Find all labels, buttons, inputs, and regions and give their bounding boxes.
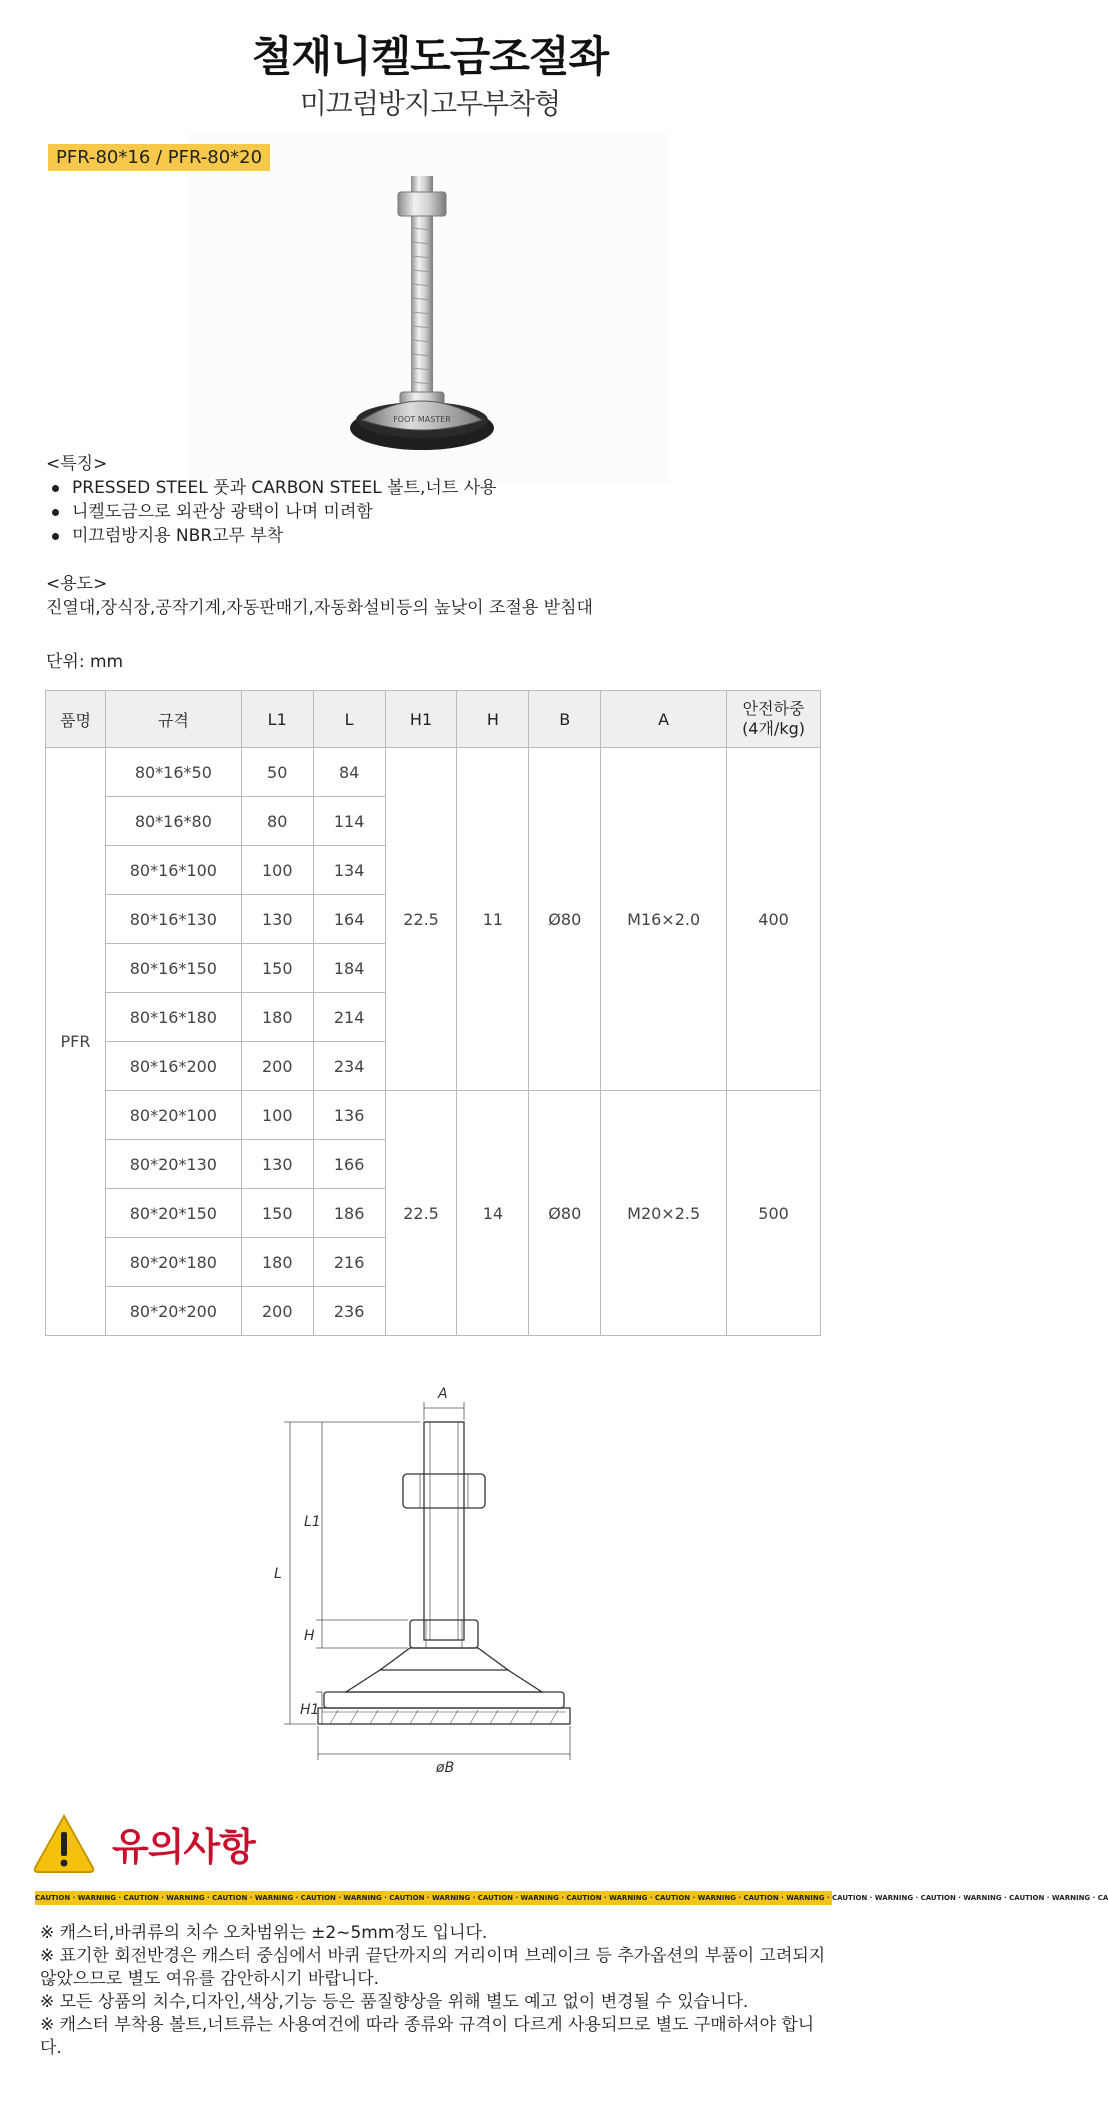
product-name-cell: PFR bbox=[46, 748, 106, 1336]
l-cell: 134 bbox=[313, 846, 385, 895]
b-cell: Ø80 bbox=[529, 1091, 601, 1336]
header-spec: 규격 bbox=[105, 691, 241, 748]
l1-cell: 180 bbox=[241, 993, 313, 1042]
page-subtitle: 미끄럼방지고무부착형 bbox=[299, 87, 561, 120]
l1-cell: 180 bbox=[241, 1238, 313, 1287]
table-header-row bbox=[46, 691, 821, 748]
header-h: H bbox=[457, 691, 529, 748]
note-item: ※ 모든 상품의 치수,디자인,색상,기능 등은 품질향상을 위해 별도 예고 없이 변경될 수 있습니다. bbox=[40, 1992, 749, 2012]
feature-item: 미끄럼방지용 NBR고무 부착 bbox=[46, 524, 496, 548]
usage-section bbox=[46, 572, 593, 620]
label-l1: L1 bbox=[304, 1514, 321, 1530]
label-b: øB bbox=[436, 1760, 455, 1776]
label-h1: H1 bbox=[300, 1702, 320, 1718]
spec-cell: 80*20*180 bbox=[105, 1238, 241, 1287]
caution-title: 유의사항 bbox=[112, 1825, 255, 1869]
spec-cell: 80*16*130 bbox=[105, 895, 241, 944]
spec-cell: 80*16*80 bbox=[105, 797, 241, 846]
features-list bbox=[46, 476, 496, 548]
header-b: B bbox=[529, 691, 601, 748]
l1-cell: 130 bbox=[241, 895, 313, 944]
h-cell: 11 bbox=[457, 748, 529, 1091]
a-cell: M16×2.0 bbox=[601, 748, 727, 1091]
l-cell: 186 bbox=[313, 1189, 385, 1238]
feature-item: PRESSED STEEL 풋과 CARBON STEEL 볼트,너트 사용 bbox=[46, 476, 496, 500]
feature-item: 니켈도금으로 외관상 광택이 나며 미려함 bbox=[46, 500, 496, 524]
l-cell: 166 bbox=[313, 1140, 385, 1189]
product-photo bbox=[190, 130, 670, 485]
load-cell: 400 bbox=[727, 748, 821, 1091]
spec-cell: 80*16*100 bbox=[105, 846, 241, 895]
header-name: 품명 bbox=[46, 691, 106, 748]
l1-cell: 80 bbox=[241, 797, 313, 846]
h1-cell: 22.5 bbox=[385, 1091, 457, 1336]
note-item: ※ 캐스터 부착용 볼트,너트류는 사용여건에 따라 종류와 규격이 다르게 사용되므로 별도 구매하셔야 합니다. bbox=[40, 2015, 815, 2058]
spec-cell: 80*20*150 bbox=[105, 1189, 241, 1238]
l-cell: 136 bbox=[313, 1091, 385, 1140]
h-cell: 14 bbox=[457, 1091, 529, 1336]
spec-table bbox=[45, 690, 821, 1336]
spec-cell: 80*16*150 bbox=[105, 944, 241, 993]
l-cell: 84 bbox=[313, 748, 385, 797]
spec-cell: 80*16*200 bbox=[105, 1042, 241, 1091]
header-l1: L1 bbox=[241, 691, 313, 748]
spec-cell: 80*20*100 bbox=[105, 1091, 241, 1140]
header-l: L bbox=[313, 691, 385, 748]
spec-cell: 80*16*50 bbox=[105, 748, 241, 797]
l-cell: 234 bbox=[313, 1042, 385, 1091]
features-heading: <특징> bbox=[46, 454, 108, 474]
usage-heading: <용도> bbox=[46, 574, 108, 594]
spec-cell: 80*20*130 bbox=[105, 1140, 241, 1189]
l1-cell: 100 bbox=[241, 1091, 313, 1140]
l1-cell: 50 bbox=[241, 748, 313, 797]
l1-cell: 130 bbox=[241, 1140, 313, 1189]
l-cell: 184 bbox=[313, 944, 385, 993]
page-title: 철재니켈도금조절좌 bbox=[251, 32, 609, 81]
label-a: A bbox=[438, 1386, 448, 1402]
header-load: 안전하중 (4개/kg) bbox=[727, 691, 821, 748]
l1-cell: 200 bbox=[241, 1287, 313, 1336]
l-cell: 216 bbox=[313, 1238, 385, 1287]
table-row bbox=[46, 1091, 821, 1140]
header-h1: H1 bbox=[385, 691, 457, 748]
warning-icon bbox=[32, 1812, 96, 1874]
note-item: ※ 캐스터,바퀴류의 치수 오차범위는 ±2~5mm정도 입니다. bbox=[40, 1923, 488, 1943]
spec-cell: 80*20*200 bbox=[105, 1287, 241, 1336]
l1-cell: 100 bbox=[241, 846, 313, 895]
spec-cell: 80*16*180 bbox=[105, 993, 241, 1042]
h1-cell: 22.5 bbox=[385, 748, 457, 1091]
l1-cell: 150 bbox=[241, 1189, 313, 1238]
features-section bbox=[46, 452, 496, 548]
l-cell: 214 bbox=[313, 993, 385, 1042]
caution-header bbox=[32, 1812, 832, 1887]
model-badge: PFR-80*16 / PFR-80*20 bbox=[48, 144, 270, 171]
header-a: A bbox=[601, 691, 727, 748]
label-l: L bbox=[274, 1566, 282, 1582]
table-row bbox=[46, 748, 821, 797]
l1-cell: 200 bbox=[241, 1042, 313, 1091]
photo-brand-text: FOOT MASTER bbox=[393, 415, 451, 424]
caution-tape: CAUTION · WARNING · CAUTION · WARNING · CAUTION · WARNING · CAUTION · WARNING · CAUTION · WARNING · CAUTION · WARNING · CAUTION · WARNING · CAUTION · WARNING · CAUTION · WARNING · CAUTION · WARNING · CAUTION · WARNING · CAUTION · WARNING · CA bbox=[35, 1891, 832, 1905]
l-cell: 164 bbox=[313, 895, 385, 944]
l1-cell: 150 bbox=[241, 944, 313, 993]
caution-notes bbox=[40, 1922, 830, 2060]
unit-label: 단위: mm bbox=[46, 652, 124, 672]
load-cell: 500 bbox=[727, 1091, 821, 1336]
dimension-diagram bbox=[260, 1380, 590, 1780]
label-h: H bbox=[304, 1628, 315, 1644]
usage-text: 진열대,장식장,공작기계,자동판매기,자동화설비등의 높낮이 조절용 받침대 bbox=[46, 598, 593, 618]
b-cell: Ø80 bbox=[529, 748, 601, 1091]
l-cell: 114 bbox=[313, 797, 385, 846]
note-item: ※ 표기한 회전반경은 캐스터 중심에서 바퀴 끝단까지의 거리이며 브레이크 등 추가옵션의 부품이 고려되지 않았으므로 별도 여유를 감안하시기 바랍니다. bbox=[40, 1946, 826, 1989]
l-cell: 236 bbox=[313, 1287, 385, 1336]
a-cell: M20×2.5 bbox=[601, 1091, 727, 1336]
